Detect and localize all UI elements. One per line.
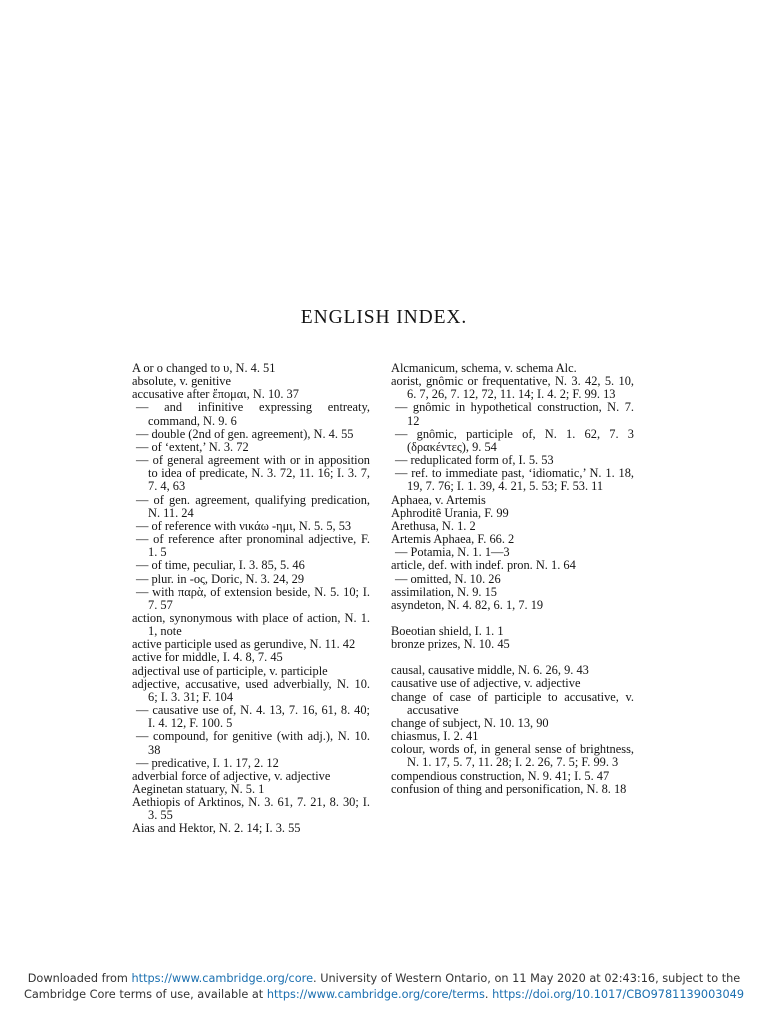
footer-line-1: [0, 971, 768, 987]
download-footer: [0, 971, 768, 1003]
index-entry: causal, causative middle, N. 6. 26, 9. 43: [391, 663, 589, 678]
index-entry: — reduplicated form of, I. 5. 53: [395, 453, 554, 468]
index-entry: article, def. with indef. pron. N. 1. 64: [391, 558, 576, 573]
index-entry: Arethusa, N. 1. 2: [391, 518, 476, 533]
index-entry: Aeginetan statuary, N. 5. 1: [132, 782, 265, 796]
index-entry: — and infinitive expressing entreaty, command, N. 9. 6: [136, 400, 370, 428]
index-entry: — Potamia, N. 1. 1—3: [395, 545, 510, 560]
index-entry: Alcmanicum, schema, v. schema Alc.: [391, 361, 577, 375]
index-entry: compendious construction, N. 9. 41; I. 5. 47: [391, 768, 610, 783]
index-entry: colour, words of, in general sense of brightness, N. 1. 17, 5. 7, 11. 28; I. 2. 26, 7. 5; F. 99. 3: [391, 742, 634, 770]
footer-prefix: Downloaded from: [27, 972, 132, 985]
index-entry: — with παρὰ, of extension beside, N. 5. 10; I. 7. 57: [136, 584, 370, 612]
index-entry: — gnômic in hypothetical construction, N. 7. 12: [395, 400, 634, 428]
index-entry: adjective, accusative, used adverbially, N. 10. 6; I. 3. 31; F. 104: [132, 676, 370, 704]
index-entry: assimilation, N. 9. 15: [391, 584, 498, 599]
index-entry: adverbial force of adjective, v. adjective: [132, 768, 331, 783]
index-entry: — omitted, N. 10. 26: [395, 571, 501, 586]
index-column-left: [132, 362, 370, 836]
index-entry: A or o changed to υ, N. 4. 51: [132, 361, 276, 375]
index-entry: action, synonymous with place of action, N. 1. 1, note: [132, 610, 370, 639]
index-entry: active for middle, I. 4. 8, 7. 45: [132, 650, 283, 665]
index-entry: — of reference after pronominal adjective, F. 1. 5: [136, 532, 370, 560]
index-entry: Aphroditê Urania, F. 99: [391, 505, 509, 520]
index-entry: aorist, gnômic or frequentative, N. 3. 42, 5. 10, 6. 7, 26, 7. 12, 72, 11. 14; I. 4. 2; F. 99. 13: [391, 374, 634, 402]
index-entry: — compound, for genitive (with adj.), N. 10. 38: [136, 729, 370, 757]
index-entry: causative use of adjective, v. adjective: [391, 676, 581, 691]
footer-period: .: [484, 988, 489, 1001]
terms-link[interactable]: https://www.cambridge.org/core/terms: [266, 988, 485, 1001]
footer-line2-prefix: Cambridge Core terms of use, available at: [23, 988, 267, 1001]
index-entry: Aias and Hektor, N. 2. 14; I. 3. 55: [132, 821, 301, 836]
index-entry: Boeotian shield, I. 1. 1: [391, 623, 504, 638]
index-entry: bronze prizes, N. 10. 45: [391, 637, 510, 652]
index-entry: — gnômic, participle of, N. 1. 62, 7. 3 (δρακέντες), 9. 54: [395, 426, 634, 454]
doi-link[interactable]: https://doi.org/10.1017/CBO9781139003049: [492, 988, 745, 1001]
index-entry: Aphaea, v. Artemis: [391, 492, 486, 507]
index-entry: — of general agreement with or in apposition to idea of predicate, N. 3. 72, 11. 16; I. 3. 7, 7. 4, 63: [136, 453, 370, 494]
index-entry: — ref. to immediate past, ‘idiomatic,’ N. 1. 18, 19, 7. 76; I. 1. 39, 4. 21, 5. 53; F. 53. 11: [395, 466, 634, 494]
index-entry: Artemis Aphaea, F. 66. 2: [391, 532, 515, 547]
index-entry: confusion of thing and personification, N. 8. 18: [391, 781, 627, 796]
index-entry: absolute, v. genitive: [132, 374, 231, 389]
index-entry: — of ‘extent,’ N. 3. 72: [136, 439, 249, 454]
index-entry: — plur. in -ος, Doric, N. 3. 24, 29: [136, 571, 305, 586]
index-entry: chiasmus, I. 2. 41: [391, 729, 479, 744]
index-entry: — double (2nd of gen. agreement), N. 4. 55: [136, 426, 354, 441]
index-entry: Aethiopis of Arktinos, N. 3. 61, 7. 21, 8. 30; I. 3. 55: [132, 795, 370, 823]
index-entry: change of subject, N. 10. 13, 90: [391, 715, 549, 730]
core-link[interactable]: https://www.cambridge.org/core: [131, 972, 314, 985]
index-entry: — of time, peculiar, I. 3. 85, 5. 46: [136, 558, 305, 573]
index-entry: adjectival use of participle, v. participle: [132, 663, 328, 678]
index-entry: accusative after ἕπομαι, N. 10. 37: [132, 387, 299, 402]
index-entry: change of case of participle to accusative, v. accusative: [391, 689, 634, 717]
footer-line-2: [0, 987, 768, 1003]
index-entry: — causative use of, N. 4. 13, 7. 16, 61, 8. 40; I. 4. 12, F. 100. 5: [136, 703, 370, 731]
index-entry: asyndeton, N. 4. 82, 6. 1, 7. 19: [391, 597, 544, 612]
index-entry: — of gen. agreement, qualifying predication, N. 11. 24: [136, 492, 370, 520]
index-column-right: [391, 362, 634, 796]
index-entry: active participle used as gerundive, N. 11. 42: [132, 637, 356, 652]
page-title: ENGLISH INDEX.: [300, 307, 468, 328]
footer-middle: . University of Western Ontario, on 11 May 2020 at 02:43:16, subject to the: [313, 972, 741, 985]
index-entry: — of reference with νικάω -ημι, N. 5. 5, 53: [136, 518, 352, 533]
index-entry: — predicative, I. 1. 17, 2. 12: [136, 755, 279, 770]
